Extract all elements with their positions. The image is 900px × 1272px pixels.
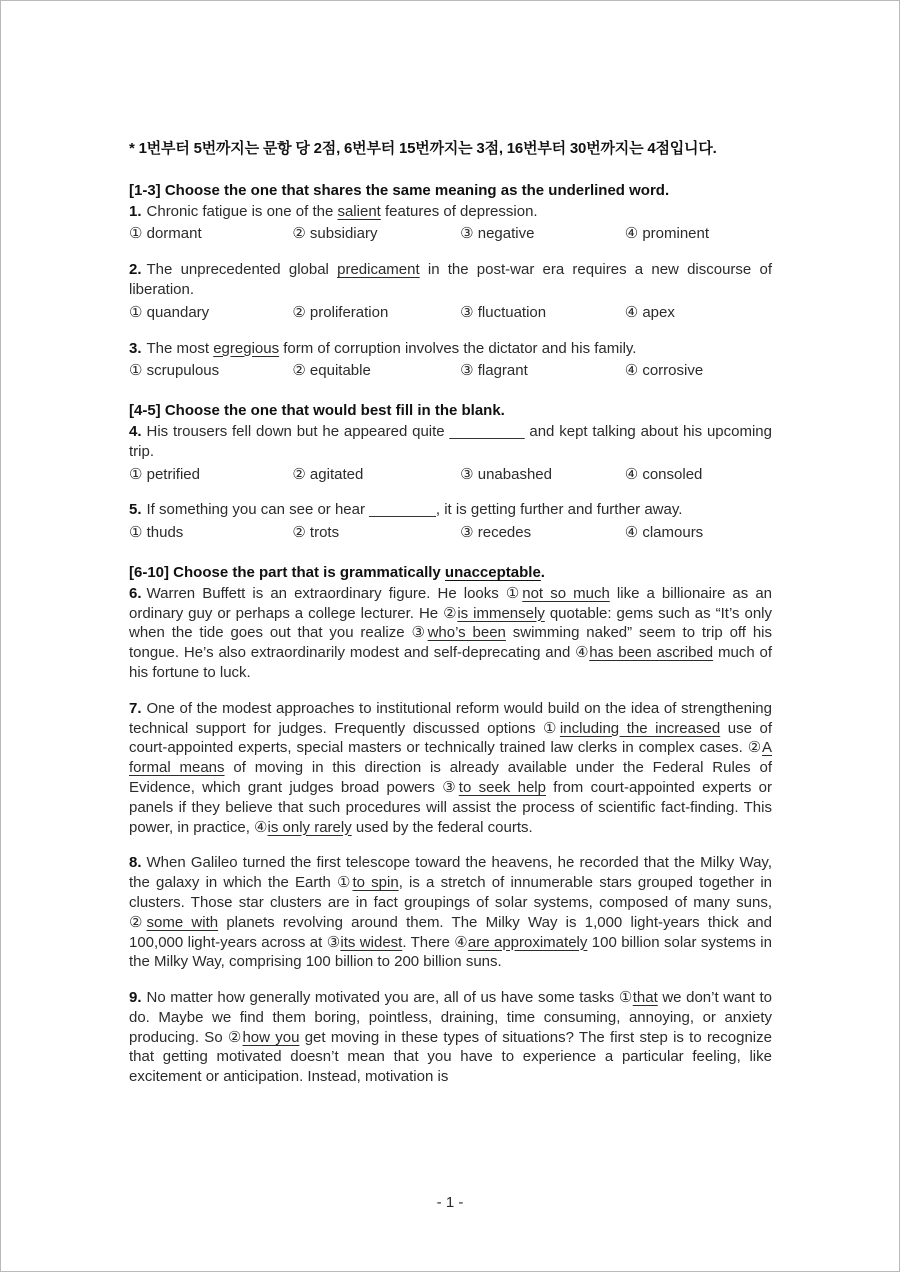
question-1-option-3: ③ negative bbox=[460, 225, 535, 243]
section-heading-6-10: [6-10] Choose the part that is grammatically unacceptable. bbox=[129, 563, 545, 581]
question-5 bbox=[129, 500, 772, 543]
question-8-text bbox=[129, 853, 772, 972]
question-7-text bbox=[129, 699, 772, 838]
question-2-option-3: ③ fluctuation bbox=[460, 303, 547, 321]
question-8-body: When Galileo turned the first telescope toward the heavens, he recorded that the Milky Way, the galaxy in which the Earth ①to spin, is a stretch of innumerable stars grouped together in clusters. Those star clusters are in fact groupings of solar systems, composed of many suns, ②some with planets revolving around them. The Milky Way is 1,000 light-years thick and 100,000 light-years across at ③its widest. There ④are approximately 100 billion solar systems in the Milky Way, comprising 100 billion to 200 billion suns. bbox=[129, 854, 772, 971]
question-3 bbox=[129, 339, 772, 382]
question-1-options bbox=[129, 224, 772, 244]
question-9-body: No matter how generally motivated you are, all of us have some tasks ①that we don’t want to do. Maybe we find them boring, pointless, draining, time consuming, annoying, or anxiety producing. So ②how you get moving in these types of situations? The first step is to recognize that getting motivated doesn’t mean that you have to experience a particular feeling, like excitement or anticipation. Instead, motivation is bbox=[129, 989, 772, 1086]
question-6-text bbox=[129, 584, 772, 683]
question-3-options bbox=[129, 361, 772, 381]
question-1-option-1: ① dormant bbox=[129, 225, 202, 243]
question-3-text bbox=[129, 339, 772, 359]
question-5-text bbox=[129, 500, 772, 520]
question-5-option-4: ④ clamours bbox=[624, 524, 704, 542]
question-2 bbox=[129, 260, 772, 322]
question-7 bbox=[129, 699, 772, 838]
question-9 bbox=[129, 988, 772, 1087]
question-5-number: 5. bbox=[129, 501, 142, 519]
question-4-options bbox=[129, 465, 772, 485]
question-6 bbox=[129, 584, 772, 683]
question-3-option-4: ④ corrosive bbox=[624, 362, 704, 380]
question-3-body: The most egregious form of corruption involves the dictator and his family. bbox=[146, 339, 637, 357]
question-4-option-3: ③ unabashed bbox=[460, 465, 552, 483]
question-7-body: One of the modest approaches to institutional reform would build on the idea of strengthening technical support for judges. Frequently discussed options ①including the increased use of court-appointed experts, special masters or technically trained law clerks in complex cases. ②A formal means of moving in this direction is already available under the Federal Rules of Evidence, which grant judges broad powers ③to seek help from court-appointed experts or panels if they believe that such procedures will assist the process of scientific fact-finding. This power, in practice, ④is only rarely used by the federal courts. bbox=[129, 699, 773, 836]
question-4-text bbox=[129, 422, 772, 462]
question-2-option-1: ① quandary bbox=[129, 303, 210, 321]
question-5-options bbox=[129, 523, 772, 543]
question-3-number: 3. bbox=[129, 339, 142, 357]
question-7-number: 7. bbox=[129, 699, 142, 717]
question-5-option-3: ③ recedes bbox=[460, 524, 532, 542]
question-2-option-2: ② proliferation bbox=[292, 303, 389, 321]
question-1-option-4: ④ prominent bbox=[624, 225, 710, 243]
question-6-number: 6. bbox=[129, 584, 142, 602]
question-5-option-2: ② trots bbox=[292, 524, 340, 542]
question-1-body: Chronic fatigue is one of the salient features of depression. bbox=[146, 202, 538, 220]
question-9-text bbox=[129, 988, 772, 1087]
question-4-body: His trousers fell down but he appeared quite _________ and kept talking about his upcoming trip. bbox=[129, 422, 772, 460]
question-3-option-1: ① scrupulous bbox=[129, 362, 220, 380]
question-8 bbox=[129, 853, 772, 972]
question-1-option-2: ② subsidiary bbox=[292, 225, 378, 243]
question-4-option-1: ① petrified bbox=[129, 465, 200, 483]
question-1-number: 1. bbox=[129, 202, 142, 220]
question-2-number: 2. bbox=[129, 261, 142, 279]
question-4-option-4: ④ consoled bbox=[624, 465, 703, 483]
question-1 bbox=[129, 202, 772, 245]
section-heading-1-3: [1-3] Choose the one that shares the same meaning as the underlined word. bbox=[129, 181, 670, 199]
question-3-option-2: ② equitable bbox=[292, 362, 371, 380]
scoring-note: * 1번부터 5번까지는 문항 당 2점, 6번부터 15번까지는 3점, 16번부터 30번까지는 4점입니다. bbox=[129, 140, 717, 157]
question-2-option-4: ④ apex bbox=[624, 303, 675, 321]
question-2-text bbox=[129, 260, 772, 300]
question-4-option-2: ② agitated bbox=[292, 465, 364, 483]
question-2-options bbox=[129, 303, 772, 323]
question-4-number: 4. bbox=[129, 422, 142, 440]
question-2-body: The unprecedented global predicament in the post-war era requires a new discourse of liberation. bbox=[129, 261, 772, 298]
question-8-number: 8. bbox=[129, 854, 142, 872]
question-5-body: If something you can see or hear ________, it is getting further and further away. bbox=[146, 501, 683, 519]
question-3-option-3: ③ flagrant bbox=[460, 362, 528, 380]
section-heading-4-5: [4-5] Choose the one that would best fill in the blank. bbox=[129, 402, 505, 420]
question-4 bbox=[129, 422, 772, 484]
page-number-footer: - 1 - bbox=[436, 1194, 464, 1212]
question-1-text bbox=[129, 202, 772, 222]
question-5-option-1: ① thuds bbox=[129, 524, 184, 542]
question-6-body: Warren Buffett is an extraordinary figure. He looks ①not so much like a billionaire as an ordinary guy or perhaps a college lecturer. He ②is immensely quotable: gems such as “It’s only when the tide goes out that you realize ③who’s been swimming naked” seem to trip off his tongue. He’s also extraordinarily modest and self-deprecating and ④has been ascribed much of his fortune to luck. bbox=[129, 584, 773, 681]
question-9-number: 9. bbox=[129, 989, 142, 1007]
